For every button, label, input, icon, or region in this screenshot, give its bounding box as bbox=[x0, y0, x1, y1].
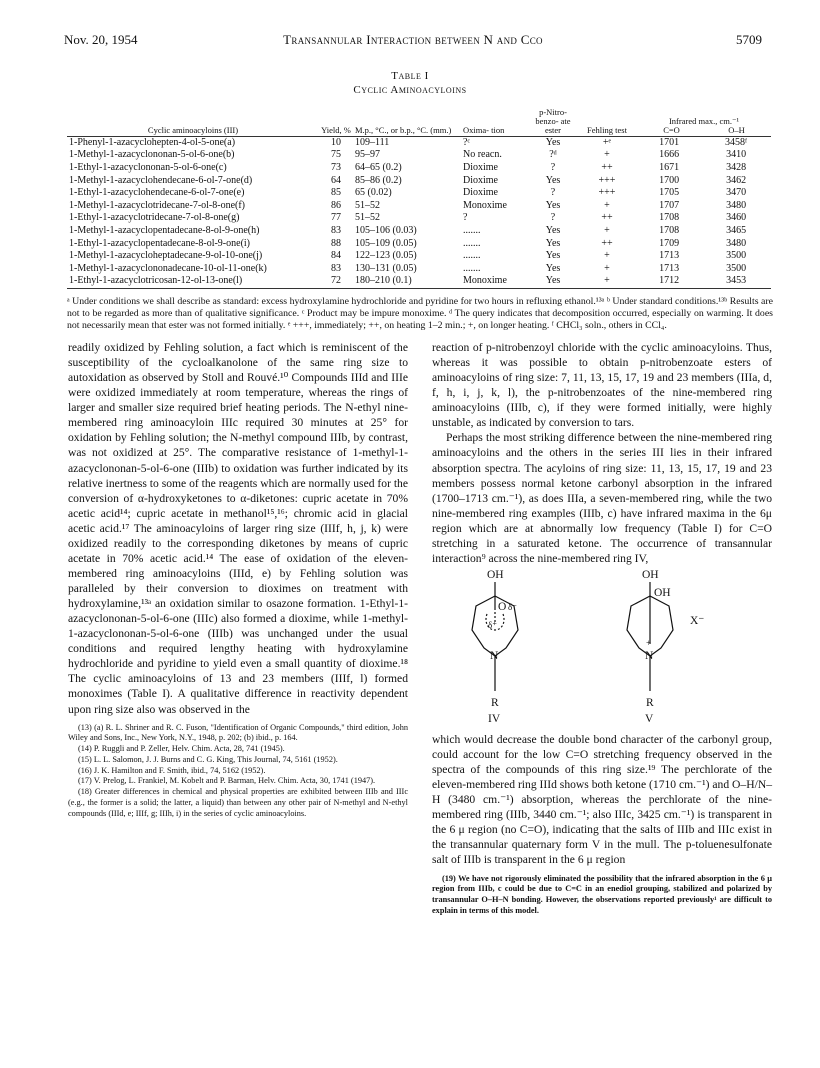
col-oh: O–H bbox=[728, 124, 745, 135]
cell-oh: 3500 bbox=[726, 262, 747, 274]
table-row bbox=[67, 225, 771, 238]
cell-ester: ? bbox=[550, 161, 556, 173]
structures-iv-v bbox=[432, 566, 772, 732]
ref-13: (13) (a) R. L. Shriner and R. C. Fuson, "Identification of Organic Compounds," third edition, John Wiley and Sons, Inc., New York, N.Y., 1948, p. 202; (b) ibid., p. 164. bbox=[68, 722, 408, 743]
table-row bbox=[67, 263, 771, 276]
cell-co: 1705 bbox=[659, 187, 680, 199]
ref-19: (19) We have not rigorously eliminated the possibility that the infrared absorption in the 6 μ region from IIIb, c could be due to C=C in an enediol grouping, stabilized and polarized by transannular O–H–N bonding. However, the observations reported previously¹ are difficult to explain in terms of this model. bbox=[432, 873, 772, 915]
cell-mp: 51–52 bbox=[355, 199, 380, 211]
delta-plus-label: δ⁺ bbox=[488, 619, 497, 630]
cell-fehling: ++ bbox=[601, 161, 613, 173]
cell-mp: 109–111 bbox=[355, 136, 390, 148]
cell-mp: 95–97 bbox=[355, 149, 380, 161]
cell-oh: 3410 bbox=[726, 149, 747, 161]
right-column bbox=[432, 340, 772, 917]
cell-oh: 3462 bbox=[726, 174, 747, 186]
cell-name: 1-Ethyl-1-azacyclopentadecane-8-ol-9-one(i) bbox=[69, 237, 251, 249]
cell-mp: 105–109 (0.05) bbox=[355, 237, 417, 249]
cell-co: 1713 bbox=[659, 250, 680, 262]
references bbox=[68, 723, 408, 820]
col-yield: Yield, % bbox=[321, 124, 351, 135]
cell-fehling: + bbox=[604, 224, 610, 236]
cell-oh: 3453 bbox=[726, 275, 747, 287]
cell-oximation: ....... bbox=[463, 262, 481, 274]
cell-name: 1-Methyl-1-azacyclononan-5-ol-6-one(b) bbox=[69, 149, 235, 161]
cell-mp: 180–210 (0.1) bbox=[355, 275, 412, 287]
right-paragraph-1: reaction of p-nitrobenzoyl chloride with the cyclic aminoacyloins. Thus, whereas it was possible to obtain p-nitrobenzoate esters of aminoacyloins of ring size: 7, 11, 13, 15, 17, 19 and 23 members (IIIa, d, f, h, i, j, k, l), the p-nitrobenzoates of the nine-membered ring aminoacyloins (IIIb, c), if they were formed initially, were highly unstable, as indicated by conversion to tars. bbox=[432, 341, 772, 430]
cell-yield: 77 bbox=[331, 212, 341, 224]
oh-label-v: OH bbox=[642, 568, 659, 581]
cell-yield: 10 bbox=[331, 136, 341, 148]
cell-yield: 64 bbox=[331, 174, 341, 186]
cell-ester: ?ᵈ bbox=[549, 149, 557, 161]
cell-oh: 3458ᶠ bbox=[725, 136, 748, 148]
n-label-iv: N bbox=[490, 649, 499, 662]
cell-oximation: Monoxime bbox=[463, 199, 507, 211]
cell-oximation: ....... bbox=[463, 237, 481, 249]
cell-yield: 75 bbox=[331, 149, 341, 161]
table-row bbox=[67, 149, 771, 162]
cell-ester: Yes bbox=[545, 136, 561, 148]
cell-name: 1-Methyl-1-azacyclononadecane-10-ol-11-one(k) bbox=[69, 262, 267, 274]
cell-yield: 86 bbox=[331, 199, 341, 211]
right-paragraph-3: which would decrease the double bond character of the carbonyl group, could account for the low C=O stretching frequency observed in the spectra of the compounds of this ring size.¹⁹ The perchlorate of the eleven-membered ring IIId shows both ketone (1710 cm.⁻¹) and O–H/N–H (3480 cm.⁻¹) absorption, whereas the perchlorate of the nine-membered ring (IIIb, 3440 cm.⁻¹; also IIIc, 3425 cm.⁻¹) is transparent in the 6 μ region (no C=O), indicating that the salts of IIIb and IIIc exist in the transannular quaternary form V in the mull. The p-toluenesulfonate salt of IIIb is transparent in the 6 μ region bbox=[432, 732, 772, 867]
anion-label: X⁻ bbox=[690, 614, 705, 627]
cell-co: 1709 bbox=[659, 237, 680, 249]
r-label-v: R bbox=[646, 696, 654, 709]
cell-fehling: +++ bbox=[598, 174, 616, 186]
cell-yield: 85 bbox=[331, 187, 341, 199]
cell-oh: 3470 bbox=[726, 187, 747, 199]
cell-fehling: + bbox=[604, 149, 610, 161]
cell-ester: Yes bbox=[545, 275, 561, 287]
table-row bbox=[67, 250, 771, 263]
cell-oh: 3480 bbox=[726, 199, 747, 211]
cell-oh: 3428 bbox=[726, 161, 747, 173]
cell-fehling: + bbox=[604, 262, 610, 274]
cell-fehling: ++ bbox=[601, 212, 613, 224]
cell-oximation: Dioxime bbox=[463, 187, 498, 199]
cell-name: 1-Ethyl-1-azacyclononan-5-ol-6-one(c) bbox=[69, 161, 227, 173]
cell-co: 1712 bbox=[659, 275, 680, 287]
plus-charge-v: + bbox=[646, 637, 652, 648]
cell-oximation: Dioxime bbox=[463, 161, 498, 173]
cell-oximation: Monoxime bbox=[463, 275, 507, 287]
cell-ester: Yes bbox=[545, 262, 561, 274]
table-row bbox=[67, 212, 771, 225]
running-header bbox=[64, 32, 762, 50]
header-title: Transannular Interaction between N and Cco bbox=[283, 32, 543, 47]
cell-co: 1707 bbox=[659, 199, 680, 211]
col-mp: M.p., °C., or b.p., °C. (mm.) bbox=[355, 124, 452, 135]
oh2-label-v: OH bbox=[654, 586, 671, 599]
cell-oximation: ?ᶜ bbox=[463, 136, 470, 148]
table-row bbox=[67, 175, 771, 188]
cell-ester: ? bbox=[550, 212, 556, 224]
left-column bbox=[68, 340, 408, 820]
table-body bbox=[67, 136, 771, 288]
col-infrared bbox=[637, 108, 771, 136]
cell-oh: 3465 bbox=[726, 224, 747, 236]
ref-18: (18) Greater differences in chemical and physical properties are exhibited between IIIb and IIIc (e.g., the former is a solid; the latter, a liquid) than between any other pair of N-methyl and N-ethyl compounds (IIId, e; IIIf, g; IIIh, i) in the series of cyclic aminoacyloins. bbox=[68, 787, 408, 818]
n-label-v: N bbox=[645, 649, 654, 662]
cell-fehling: + bbox=[604, 199, 610, 211]
table-row bbox=[67, 238, 771, 251]
cell-mp: 105–106 (0.03) bbox=[355, 224, 417, 236]
table-title: Cyclic Aminoacyloins bbox=[353, 84, 467, 96]
left-paragraph: readily oxidized by Fehling solution, a fact which is reminiscent of the susceptibility of the cycloalkanolone of the same ring size to autoxidation as observed by Stoll and Rouvé.¹⁰ Compounds IIId and IIIe were oxidized immediately at room temperature, whereas the rings of larger and smaller size required brief heating periods. The N-ethyl nine-membered ring aminoacyloin IIIc required 30 minutes at 25° for oxidation by Fehling solution; the N-methyl compound IIIb, by contrast, was not oxidized at 25°. The comparative resistance of 1-methyl-1-azacyclononan-5-ol-6-one (IIIb) to oxidation was further indicated by its relative inertness to some of the reagents which are normally used for the conversion of α-hydroxyketones to α-diketones: cupric acetate in 70% acetic acid¹⁴; cupric acetate in methanol¹⁵,¹⁶; chromic acid in glacial acetic acid.¹⁷ The aminoacyloins of larger ring size (IIIf, h, j, k) were oxidized readily to the corresponding diketones by means of cupric acetate in 70% acetic acid.¹⁴ The ease of oxidation of the eleven-membered ring aminoacyloins (IIId, e) by Fehling solution was paralleled by their conversion to dioximes on treatment with hydroxylamine,¹³ᵃ an oxidation similar to osazone formation. 1-Ethyl-1-azacyclononan-5-ol-6-one (IIIc) also formed a dioxime, while 1-methyl-1-azacyclononan-5-ol-6-one (IIIb) was unchanged under the usual conditions and required lengthy heating with hydroxylamine hydrochloride and pyridine to yield even a small quantity of dioxime.¹⁸ The cyclic aminoacyloins of 13 and 23 members (IIIf, l) formed monoximes (Table I). A qualitative difference in reactivity dependent upon ring size also was observed in the bbox=[68, 341, 408, 716]
right-paragraph-2: Perhaps the most striking difference between the nine-membered ring aminoacyloins and the others in the series III lies in their infrared absorption spectra. The acyloins of ring size: 11, 13, 15, 17, 19 and 23 members possess normal ketone carbonyl absorption in the infrared (1700–1713 cm.⁻¹), as does IIIa, a seven-membered ring, while the two nine-membered ring examples (IIIb, c) have infrared maxima in the 6μ region which are at abnormally low frequency (Table I) for C=O stretching in a saturated ketone. The occurrence of transannular interaction⁹ across the nine-membered ring IV, bbox=[432, 431, 772, 565]
cell-fehling: +ᵉ bbox=[602, 136, 612, 148]
col-fehling: Fehling test bbox=[587, 124, 627, 135]
aminoacyloins-table bbox=[67, 108, 771, 289]
cell-co: 1700 bbox=[659, 174, 680, 186]
cell-fehling: ++ bbox=[601, 237, 613, 249]
r-label-iv: R bbox=[491, 696, 499, 709]
cell-mp: 122–123 (0.05) bbox=[355, 250, 417, 262]
oh-label-iv: OH bbox=[487, 568, 504, 581]
cell-oximation: ....... bbox=[463, 224, 481, 236]
cell-mp: 65 (0.02) bbox=[355, 187, 392, 199]
cell-oximation: No reacn. bbox=[463, 149, 502, 161]
cell-ester: Yes bbox=[545, 199, 561, 211]
cell-yield: 83 bbox=[331, 262, 341, 274]
cell-ester: ? bbox=[550, 187, 556, 199]
cell-name: 1-Methyl-1-azacyclohendecane-6-ol-7-one(d) bbox=[69, 174, 253, 186]
cell-yield: 72 bbox=[331, 275, 341, 287]
cell-co: 1671 bbox=[659, 161, 680, 173]
header-date: Nov. 20, 1954 bbox=[64, 32, 138, 47]
table-footnotes: ᵃ Under conditions we shall describe as standard: excess hydroxylamine hydrochloride and pyridine for two hours in refluxing ethanol.¹³ᵃ ᵇ Under standard conditions.¹³ᵇ Results are not to be regarded as more than of qualitative significance. ᶜ Product may be impure monoxime. ᵈ The query indicates that decomposition occurred, especially on warming. It does not necessarily mean that ester was not formed initially. ᵉ +++, immediately; ++, on heating 1–2 min.; +, on longer heating. ᶠ CHCl₃ soln., others in CCl₄. bbox=[67, 296, 773, 331]
cell-oh: 3500 bbox=[726, 250, 747, 262]
table-row bbox=[67, 187, 771, 200]
table-row bbox=[67, 200, 771, 213]
cell-oximation: ? bbox=[463, 212, 468, 224]
cell-ester: Yes bbox=[545, 237, 561, 249]
cell-oximation: Dioxime bbox=[463, 174, 498, 186]
cell-name: 1-Methyl-1-azacycloheptadecane-9-ol-10-one(j) bbox=[69, 250, 263, 262]
col-co: C=O bbox=[663, 124, 680, 135]
cell-yield: 83 bbox=[331, 224, 341, 236]
structure-iv-label: IV bbox=[488, 712, 501, 725]
cell-co: 1666 bbox=[659, 149, 680, 161]
table-label: Table I bbox=[391, 70, 429, 82]
delta-minus-label: δ⁻ bbox=[508, 601, 517, 612]
ref-14: (14) P. Ruggli and P. Zeller, Helv. Chim. Acta, 28, 741 (1945). bbox=[78, 744, 285, 754]
col-ir-group: Infrared max., cm.⁻¹ bbox=[668, 115, 740, 126]
cell-yield: 88 bbox=[331, 237, 341, 249]
cell-mp: 85–86 (0.2) bbox=[355, 174, 402, 186]
cell-co: 1708 bbox=[659, 224, 680, 236]
cell-mp: 51–52 bbox=[355, 212, 380, 224]
table-row bbox=[67, 136, 771, 149]
cell-name: 1-Ethyl-1-azacyclohendecane-6-ol-7-one(e) bbox=[69, 187, 245, 199]
cell-co: 1708 bbox=[659, 212, 680, 224]
table-row bbox=[67, 162, 771, 175]
cell-name: 1-Methyl-1-azacyclopentadecane-8-ol-9-one(h) bbox=[69, 224, 260, 236]
cell-yield: 84 bbox=[331, 250, 341, 262]
cell-yield: 73 bbox=[331, 161, 341, 173]
cell-name: 1-Methyl-1-azacyclotridecane-7-ol-8-one(f) bbox=[69, 199, 246, 211]
ref-17: (17) V. Prelog, L. Frankiel, M. Kobelt and P. Barman, Helv. Chim. Acta, 30, 1741 (1947). bbox=[78, 776, 376, 786]
cell-fehling: +++ bbox=[598, 187, 616, 199]
cell-mp: 64–65 (0.2) bbox=[355, 161, 402, 173]
cell-ester: Yes bbox=[545, 174, 561, 186]
cell-mp: 130–131 (0.05) bbox=[355, 262, 417, 274]
cell-oh: 3460 bbox=[726, 212, 747, 224]
cell-oximation: ....... bbox=[463, 250, 481, 262]
cell-fehling: + bbox=[604, 275, 610, 287]
cell-oh: 3480 bbox=[726, 237, 747, 249]
ref-16: (16) J. K. Hamilton and F. Smith, ibid., 74, 5162 (1952). bbox=[78, 765, 266, 775]
carbonyl-o-label: O bbox=[498, 600, 507, 613]
ref-15: (15) L. L. Salomon, J. J. Burns and C. G. King, This Journal, 74, 5161 (1952). bbox=[78, 754, 338, 764]
page-number: 5709 bbox=[736, 32, 762, 47]
structure-diagram bbox=[432, 566, 772, 732]
cell-co: 1701 bbox=[659, 136, 680, 148]
cell-ester: Yes bbox=[545, 250, 561, 262]
cell-ester: Yes bbox=[545, 224, 561, 236]
cell-fehling: + bbox=[604, 250, 610, 262]
col-oximation: Oxima- tion bbox=[463, 124, 505, 135]
table-row bbox=[67, 275, 771, 288]
structure-v-label: V bbox=[645, 712, 654, 725]
cell-co: 1713 bbox=[659, 262, 680, 274]
cell-name: 1-Ethyl-1-azacyclotridecane-7-ol-8-one(g) bbox=[69, 212, 240, 224]
col-ester: p-Nitro- benzo- ate ester bbox=[535, 107, 571, 135]
cell-name: 1-Ethyl-1-azacyclotricosan-12-ol-13-one(l) bbox=[69, 275, 243, 287]
col-name: Cyclic aminoacyloins (III) bbox=[147, 124, 239, 135]
cell-name: 1-Phenyl-1-azacyclohepten-4-ol-5-one(a) bbox=[69, 136, 236, 148]
